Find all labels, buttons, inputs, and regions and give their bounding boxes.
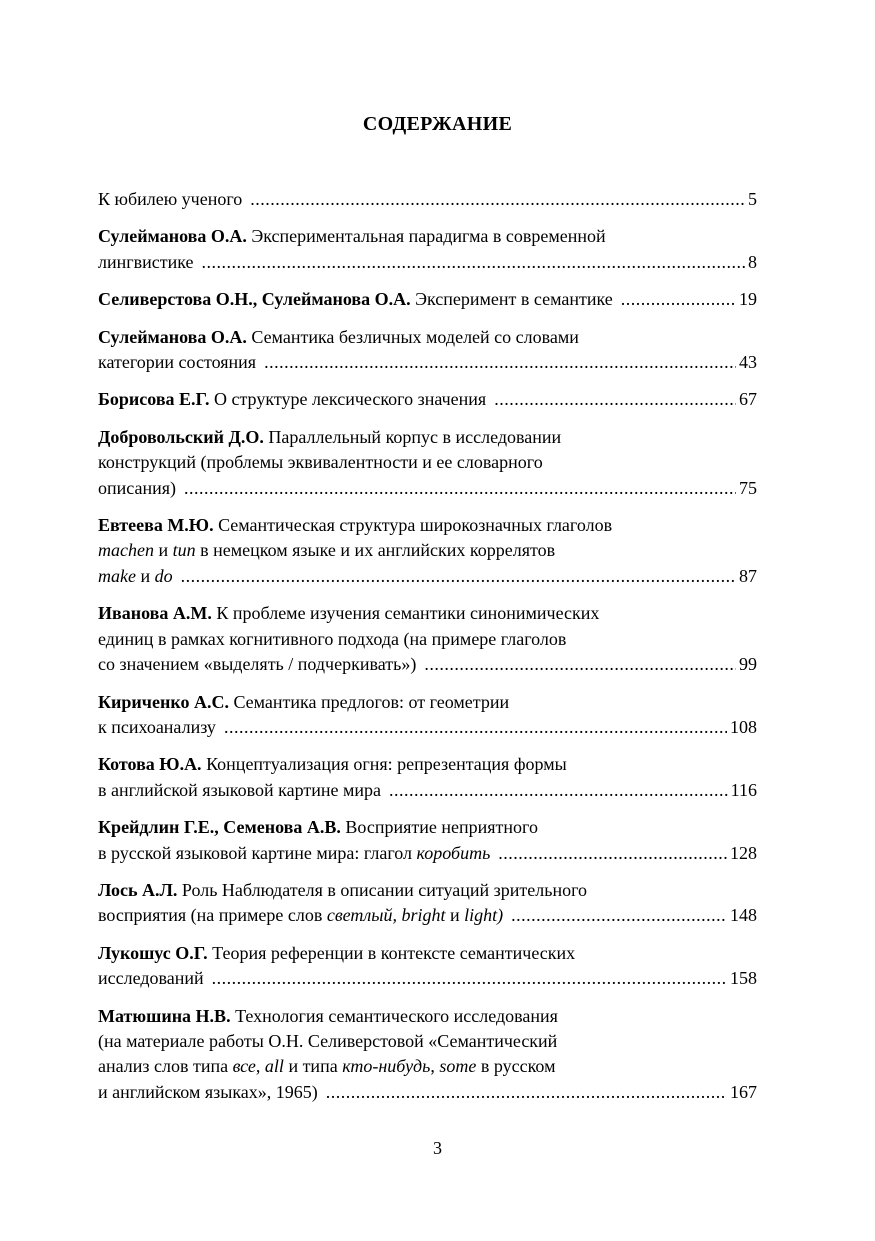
entry-title-part: Семантическая структура широкозначных глаголов (218, 515, 613, 536)
entry-author: Матюшина Н.В. (98, 1005, 231, 1026)
entry-page: 67 (739, 389, 757, 410)
toc-entry[interactable] (98, 941, 757, 992)
toc-entry[interactable] (98, 325, 757, 376)
entry-author: Селиверстова О.Н., Сулейманова О.А. (98, 289, 411, 310)
entry-page: 99 (739, 654, 757, 675)
entry-title-part: Семантика безличных моделей со словами (251, 326, 579, 347)
entry-title-part: Параллельный корпус в исследовании (268, 426, 562, 447)
entry-title-part: к психоанализу (98, 716, 216, 737)
toc-entry[interactable] (98, 513, 757, 589)
entry-title: К юбилею ученого (98, 189, 243, 209)
entry-author: Добровольский Д.О. (98, 426, 264, 447)
entry-author: Крейдлин Г.Е., Семенова А.В. (98, 817, 341, 838)
entry-title-part: исследований (98, 968, 204, 989)
entry-title-part: (на материале работы О.Н. Селиверстовой «Семантический (98, 1030, 558, 1051)
entry-title-part: make и do (98, 565, 173, 586)
entry-page: 116 (730, 779, 757, 800)
entry-author: Лукошус О.Г. (98, 942, 208, 963)
page-title: СОДЕРЖАНИЕ (362, 113, 513, 135)
leader-dots (202, 250, 745, 275)
entry-author: Котова Ю.А. (98, 754, 202, 775)
entry-title-part: категории состояния (98, 352, 257, 373)
entry-page: 108 (730, 716, 757, 737)
leader-dots (511, 903, 727, 928)
toc-entry[interactable] (98, 1004, 757, 1106)
leader-dots (424, 652, 736, 677)
leader-dots (389, 778, 728, 803)
entry-author: Сулейманова О.А. (98, 226, 247, 247)
toc-entry[interactable] (98, 287, 757, 312)
entry-author: Сулейманова О.А. (98, 326, 247, 347)
entry-title-part: Восприятие неприятного (345, 817, 538, 838)
entry-title-part: восприятия (на примере слов светлый, bright и light) (98, 905, 504, 926)
leader-dots (498, 841, 727, 866)
entry-title: О структуре лексического значения (213, 389, 487, 410)
leader-dots (326, 1080, 727, 1105)
leader-dots (621, 287, 736, 312)
leader-dots (264, 350, 736, 375)
entry-author: Лось А.Л. (98, 879, 178, 900)
entry-author: Борисова Е.Г. (98, 389, 210, 410)
entry-title-part: Концептуализация огня: репрезентация формы (206, 754, 567, 775)
entry-author: Евтеева М.Ю. (98, 515, 214, 536)
entry-title-part: в русской языковой картине мира: глагол коробить (98, 842, 491, 863)
entry-title-part: Технология семантического исследования (235, 1005, 558, 1026)
entry-page: 8 (748, 251, 757, 272)
entry-title-part: machen и tun в немецком языке и их английских коррелятов (98, 540, 556, 561)
entry-title-part: анализ слов типа все, all и типа кто-нибудь, some в русском (98, 1056, 556, 1077)
entry-title-part: конструкций (проблемы эквивалентности и ее словарного (98, 452, 543, 473)
entry-page: 167 (730, 1081, 757, 1102)
entry-title-part: единиц в рамках когнитивного подхода (на примере глаголов (98, 628, 567, 649)
toc-entry[interactable] (98, 815, 757, 866)
entry-title-part: Роль Наблюдателя в описании ситуаций зрительного (181, 879, 588, 900)
entry-title-part: Теория референции в контексте семантических (212, 942, 576, 963)
leader-dots (212, 966, 727, 991)
entry-page: 75 (739, 477, 757, 498)
toc-entry[interactable] (98, 224, 757, 275)
entry-page: 43 (739, 352, 757, 373)
leader-dots (181, 564, 736, 589)
leader-dots (224, 715, 727, 740)
entry-page: 128 (730, 842, 757, 863)
entry-author: Иванова А.М. (98, 603, 212, 624)
toc-entry[interactable] (98, 387, 757, 412)
entry-title-part: лингвистике (98, 251, 194, 272)
entry-title: Эксперимент в семантике (415, 289, 613, 310)
entry-page: 19 (739, 289, 757, 310)
toc-entry[interactable] (98, 425, 757, 501)
toc-entry[interactable] (98, 752, 757, 803)
entry-title-part: описания) (98, 477, 177, 498)
toc-entry[interactable] (98, 187, 757, 212)
table-of-contents (98, 187, 757, 1105)
entry-title-part: со значением «выделять / подчеркивать») (98, 654, 417, 675)
page-number: 3 (433, 1138, 442, 1158)
entry-title-part: в английской языковой картине мира (98, 779, 381, 800)
entry-title-part: и английском языках», 1965) (98, 1081, 318, 1102)
leader-dots (184, 476, 736, 501)
toc-entry[interactable] (98, 878, 757, 929)
entry-page: 158 (730, 968, 757, 989)
toc-entry[interactable] (98, 601, 757, 677)
toc-entry[interactable] (98, 690, 757, 741)
entry-title-part: Семантика предлогов: от геометрии (233, 691, 510, 712)
entry-page: 5 (748, 189, 757, 209)
leader-dots (494, 387, 736, 412)
entry-title-part: Экспериментальная парадигма в современной (251, 226, 606, 247)
entry-page: 87 (739, 565, 757, 586)
leader-dots (250, 187, 745, 212)
entry-title-part: К проблеме изучения семантики синонимических (216, 603, 600, 624)
entry-author: Кириченко А.С. (98, 691, 229, 712)
entry-page: 148 (730, 905, 757, 926)
